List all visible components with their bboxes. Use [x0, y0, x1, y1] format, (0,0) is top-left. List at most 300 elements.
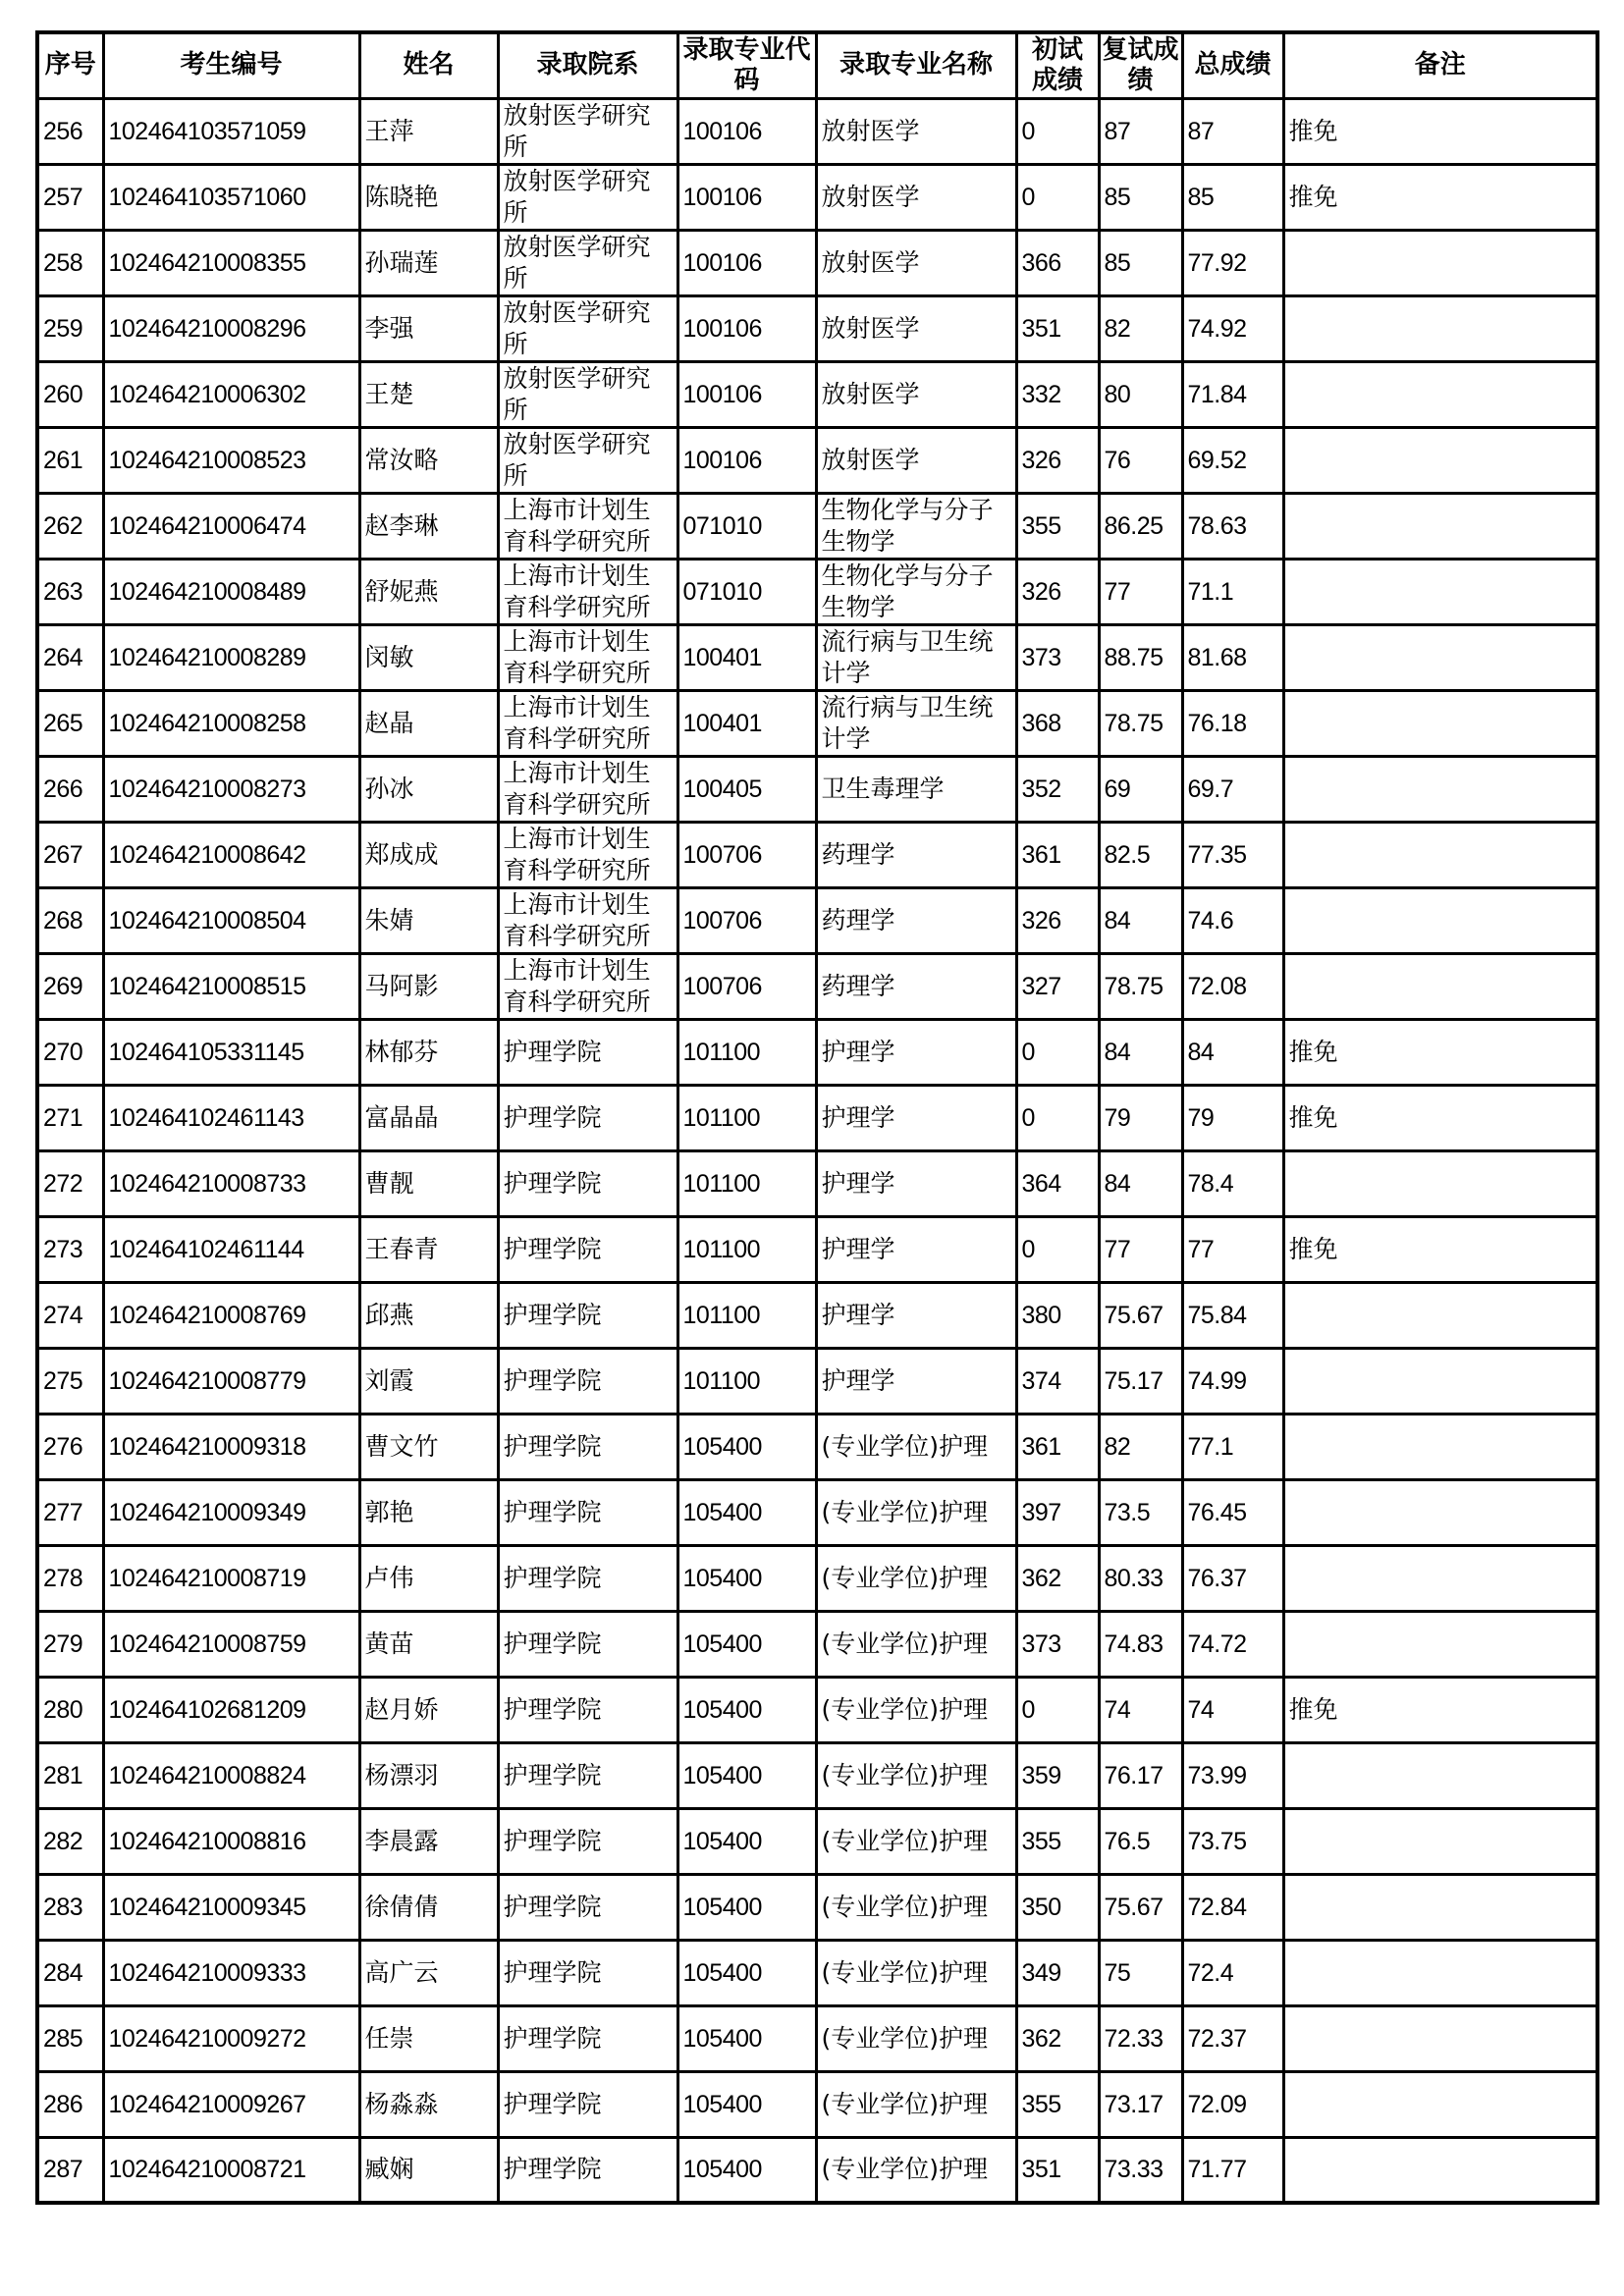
cell-department: 护理学院: [498, 1874, 677, 1940]
cell-department: 护理学院: [498, 1677, 677, 1742]
cell-remark: [1283, 1479, 1597, 1545]
cell-major-code: 071010: [677, 559, 816, 624]
cell-seq: 266: [37, 756, 103, 822]
cell-remark: 推免: [1283, 1216, 1597, 1282]
cell-seq: 274: [37, 1282, 103, 1348]
cell-total-score: 76.18: [1182, 690, 1283, 756]
cell-exam-id: 102464102681209: [103, 1677, 359, 1742]
cell-remark: [1283, 953, 1597, 1019]
cell-name: 臧娴: [359, 2137, 498, 2203]
cell-major-code: 100106: [677, 361, 816, 427]
cell-name: 孙冰: [359, 756, 498, 822]
cell-major-name: (专业学位)护理: [816, 1808, 1016, 1874]
cell-retest-score: 86.25: [1099, 493, 1182, 559]
header-total-score: 总成绩: [1182, 32, 1283, 98]
cell-name: 卢伟: [359, 1545, 498, 1611]
cell-seq: 271: [37, 1085, 103, 1150]
header-prelim-score: 初试成绩: [1016, 32, 1099, 98]
cell-major-name: 生物化学与分子生物学: [816, 493, 1016, 559]
cell-department: 护理学院: [498, 1808, 677, 1874]
table-row: [37, 887, 1597, 953]
cell-major-name: (专业学位)护理: [816, 1677, 1016, 1742]
cell-seq: 281: [37, 1742, 103, 1808]
cell-major-name: (专业学位)护理: [816, 1874, 1016, 1940]
cell-name: 赵月娇: [359, 1677, 498, 1742]
cell-major-name: 放射医学: [816, 361, 1016, 427]
cell-total-score: 76.45: [1182, 1479, 1283, 1545]
cell-prelim-score: 326: [1016, 887, 1099, 953]
cell-prelim-score: 332: [1016, 361, 1099, 427]
cell-major-name: 药理学: [816, 953, 1016, 1019]
cell-retest-score: 75.67: [1099, 1874, 1182, 1940]
cell-major-name: (专业学位)护理: [816, 1611, 1016, 1677]
cell-total-score: 74.99: [1182, 1348, 1283, 1414]
cell-prelim-score: 368: [1016, 690, 1099, 756]
table-row: [37, 295, 1597, 361]
cell-total-score: 74.92: [1182, 295, 1283, 361]
cell-total-score: 71.84: [1182, 361, 1283, 427]
cell-prelim-score: 326: [1016, 559, 1099, 624]
cell-seq: 286: [37, 2071, 103, 2137]
cell-name: 邱燕: [359, 1282, 498, 1348]
cell-seq: 272: [37, 1150, 103, 1216]
cell-department: 护理学院: [498, 2005, 677, 2071]
cell-prelim-score: 0: [1016, 1085, 1099, 1150]
cell-major-code: 100401: [677, 690, 816, 756]
cell-retest-score: 69: [1099, 756, 1182, 822]
cell-remark: [1283, 1742, 1597, 1808]
cell-major-code: 101100: [677, 1348, 816, 1414]
cell-name: 王春青: [359, 1216, 498, 1282]
cell-total-score: 72.09: [1182, 2071, 1283, 2137]
cell-major-code: 105400: [677, 1545, 816, 1611]
table-row: [37, 1216, 1597, 1282]
cell-remark: [1283, 230, 1597, 295]
cell-retest-score: 77: [1099, 1216, 1182, 1282]
cell-total-score: 87: [1182, 98, 1283, 164]
cell-total-score: 72.4: [1182, 1940, 1283, 2005]
cell-prelim-score: 361: [1016, 822, 1099, 887]
cell-seq: 284: [37, 1940, 103, 2005]
table-row: [37, 493, 1597, 559]
cell-remark: [1283, 822, 1597, 887]
cell-exam-id: 102464210008733: [103, 1150, 359, 1216]
table-row: [37, 164, 1597, 230]
cell-major-name: (专业学位)护理: [816, 1414, 1016, 1479]
cell-exam-id: 102464210009333: [103, 1940, 359, 2005]
cell-remark: 推免: [1283, 1019, 1597, 1085]
cell-prelim-score: 0: [1016, 1019, 1099, 1085]
cell-exam-id: 102464210008504: [103, 887, 359, 953]
cell-total-score: 71.1: [1182, 559, 1283, 624]
cell-name: 陈晓艳: [359, 164, 498, 230]
cell-total-score: 73.75: [1182, 1808, 1283, 1874]
cell-exam-id: 102464210008273: [103, 756, 359, 822]
cell-name: 林郁芬: [359, 1019, 498, 1085]
table-row: [37, 756, 1597, 822]
cell-retest-score: 75.17: [1099, 1348, 1182, 1414]
header-exam-id: 考生编号: [103, 32, 359, 98]
cell-remark: 推免: [1283, 1085, 1597, 1150]
cell-total-score: 77.92: [1182, 230, 1283, 295]
cell-department: 上海市计划生育科学研究所: [498, 624, 677, 690]
cell-exam-id: 102464210008489: [103, 559, 359, 624]
cell-seq: 285: [37, 2005, 103, 2071]
cell-name: 黄苗: [359, 1611, 498, 1677]
cell-prelim-score: 397: [1016, 1479, 1099, 1545]
cell-seq: 273: [37, 1216, 103, 1282]
cell-major-code: 105400: [677, 1874, 816, 1940]
header-major-name: 录取专业名称: [816, 32, 1016, 98]
cell-total-score: 74.72: [1182, 1611, 1283, 1677]
cell-department: 放射医学研究所: [498, 295, 677, 361]
cell-retest-score: 85: [1099, 230, 1182, 295]
cell-major-name: 护理学: [816, 1216, 1016, 1282]
cell-name: 李强: [359, 295, 498, 361]
cell-retest-score: 87: [1099, 98, 1182, 164]
cell-prelim-score: 349: [1016, 1940, 1099, 2005]
cell-major-name: 护理学: [816, 1019, 1016, 1085]
cell-retest-score: 84: [1099, 887, 1182, 953]
cell-department: 放射医学研究所: [498, 164, 677, 230]
cell-name: 杨淼淼: [359, 2071, 498, 2137]
table-row: [37, 361, 1597, 427]
cell-total-score: 85: [1182, 164, 1283, 230]
cell-department: 护理学院: [498, 1216, 677, 1282]
cell-major-code: 105400: [677, 2005, 816, 2071]
cell-seq: 268: [37, 887, 103, 953]
cell-exam-id: 102464210008355: [103, 230, 359, 295]
cell-prelim-score: 355: [1016, 493, 1099, 559]
cell-seq: 287: [37, 2137, 103, 2203]
cell-exam-id: 102464210008759: [103, 1611, 359, 1677]
cell-remark: [1283, 1348, 1597, 1414]
cell-seq: 258: [37, 230, 103, 295]
cell-name: 舒妮燕: [359, 559, 498, 624]
cell-major-name: (专业学位)护理: [816, 1545, 1016, 1611]
cell-exam-id: 102464210008816: [103, 1808, 359, 1874]
cell-total-score: 77: [1182, 1216, 1283, 1282]
cell-seq: 283: [37, 1874, 103, 1940]
cell-major-code: 100706: [677, 953, 816, 1019]
table-row: [37, 1677, 1597, 1742]
cell-name: 马阿影: [359, 953, 498, 1019]
cell-major-name: 护理学: [816, 1150, 1016, 1216]
cell-retest-score: 77: [1099, 559, 1182, 624]
cell-total-score: 69.52: [1182, 427, 1283, 493]
cell-exam-id: 102464210006302: [103, 361, 359, 427]
cell-retest-score: 75: [1099, 1940, 1182, 2005]
cell-seq: 280: [37, 1677, 103, 1742]
cell-retest-score: 74.83: [1099, 1611, 1182, 1677]
cell-seq: 260: [37, 361, 103, 427]
cell-prelim-score: 327: [1016, 953, 1099, 1019]
cell-name: 刘霞: [359, 1348, 498, 1414]
cell-department: 上海市计划生育科学研究所: [498, 559, 677, 624]
cell-major-code: 100106: [677, 427, 816, 493]
cell-major-code: 101100: [677, 1019, 816, 1085]
table-row: [37, 230, 1597, 295]
cell-department: 上海市计划生育科学研究所: [498, 887, 677, 953]
cell-major-code: 105400: [677, 1611, 816, 1677]
cell-major-code: 105400: [677, 1940, 816, 2005]
cell-exam-id: 102464210009345: [103, 1874, 359, 1940]
cell-major-name: 卫生毒理学: [816, 756, 1016, 822]
cell-major-name: 放射医学: [816, 164, 1016, 230]
cell-remark: 推免: [1283, 98, 1597, 164]
cell-retest-score: 80: [1099, 361, 1182, 427]
cell-prelim-score: 359: [1016, 1742, 1099, 1808]
cell-major-name: 放射医学: [816, 230, 1016, 295]
cell-remark: [1283, 1940, 1597, 2005]
cell-major-code: 100106: [677, 295, 816, 361]
cell-seq: 277: [37, 1479, 103, 1545]
cell-exam-id: 102464210008824: [103, 1742, 359, 1808]
table-row: [37, 953, 1597, 1019]
cell-retest-score: 74: [1099, 1677, 1182, 1742]
cell-prelim-score: 0: [1016, 1677, 1099, 1742]
cell-major-name: 护理学: [816, 1348, 1016, 1414]
cell-seq: 275: [37, 1348, 103, 1414]
table-row: [37, 1479, 1597, 1545]
cell-major-code: 071010: [677, 493, 816, 559]
cell-seq: 264: [37, 624, 103, 690]
cell-retest-score: 78.75: [1099, 953, 1182, 1019]
cell-retest-score: 75.67: [1099, 1282, 1182, 1348]
cell-major-name: 药理学: [816, 887, 1016, 953]
cell-seq: 257: [37, 164, 103, 230]
cell-seq: 267: [37, 822, 103, 887]
table-row: [37, 2137, 1597, 2203]
cell-remark: [1283, 887, 1597, 953]
cell-remark: [1283, 624, 1597, 690]
cell-retest-score: 82.5: [1099, 822, 1182, 887]
cell-retest-score: 76.5: [1099, 1808, 1182, 1874]
cell-total-score: 75.84: [1182, 1282, 1283, 1348]
cell-exam-id: 102464210008296: [103, 295, 359, 361]
cell-total-score: 74: [1182, 1677, 1283, 1742]
table-row: [37, 1282, 1597, 1348]
cell-department: 上海市计划生育科学研究所: [498, 493, 677, 559]
cell-major-code: 100106: [677, 230, 816, 295]
cell-department: 护理学院: [498, 1940, 677, 2005]
cell-exam-id: 102464210008523: [103, 427, 359, 493]
cell-major-name: 流行病与卫生统计学: [816, 690, 1016, 756]
cell-remark: [1283, 1611, 1597, 1677]
cell-major-code: 100405: [677, 756, 816, 822]
cell-major-code: 105400: [677, 1414, 816, 1479]
cell-name: 徐倩倩: [359, 1874, 498, 1940]
cell-name: 王萍: [359, 98, 498, 164]
cell-name: 王楚: [359, 361, 498, 427]
cell-retest-score: 82: [1099, 1414, 1182, 1479]
cell-department: 护理学院: [498, 2071, 677, 2137]
cell-name: 任崇: [359, 2005, 498, 2071]
cell-seq: 269: [37, 953, 103, 1019]
cell-prelim-score: 380: [1016, 1282, 1099, 1348]
cell-exam-id: 102464210009272: [103, 2005, 359, 2071]
header-retest-score: 复试成绩: [1099, 32, 1182, 98]
cell-prelim-score: 362: [1016, 1545, 1099, 1611]
cell-prelim-score: 355: [1016, 2071, 1099, 2137]
cell-total-score: 76.37: [1182, 1545, 1283, 1611]
cell-department: 放射医学研究所: [498, 98, 677, 164]
cell-department: 护理学院: [498, 1545, 677, 1611]
cell-name: 杨漂羽: [359, 1742, 498, 1808]
cell-major-code: 101100: [677, 1216, 816, 1282]
cell-name: 郭艳: [359, 1479, 498, 1545]
cell-major-name: (专业学位)护理: [816, 1479, 1016, 1545]
cell-major-code: 105400: [677, 1808, 816, 1874]
cell-department: 护理学院: [498, 2137, 677, 2203]
cell-total-score: 72.08: [1182, 953, 1283, 1019]
cell-name: 李晨露: [359, 1808, 498, 1874]
header-seq: 序号: [37, 32, 103, 98]
table-row: [37, 98, 1597, 164]
cell-remark: 推免: [1283, 1677, 1597, 1742]
table-row: [37, 1611, 1597, 1677]
cell-retest-score: 84: [1099, 1150, 1182, 1216]
cell-total-score: 69.7: [1182, 756, 1283, 822]
cell-department: 护理学院: [498, 1479, 677, 1545]
table-row: [37, 1348, 1597, 1414]
cell-name: 曹文竹: [359, 1414, 498, 1479]
header-remark: 备注: [1283, 32, 1597, 98]
cell-prelim-score: 0: [1016, 98, 1099, 164]
header-department: 录取院系: [498, 32, 677, 98]
table-row: [37, 559, 1597, 624]
cell-prelim-score: 374: [1016, 1348, 1099, 1414]
cell-seq: 282: [37, 1808, 103, 1874]
cell-total-score: 78.4: [1182, 1150, 1283, 1216]
cell-major-code: 100706: [677, 822, 816, 887]
cell-remark: 推免: [1283, 164, 1597, 230]
cell-major-name: (专业学位)护理: [816, 1940, 1016, 2005]
cell-exam-id: 102464210008515: [103, 953, 359, 1019]
cell-major-name: (专业学位)护理: [816, 2005, 1016, 2071]
cell-major-code: 101100: [677, 1085, 816, 1150]
cell-exam-id: 102464210008769: [103, 1282, 359, 1348]
cell-department: 上海市计划生育科学研究所: [498, 690, 677, 756]
cell-remark: [1283, 1545, 1597, 1611]
cell-major-code: 100106: [677, 164, 816, 230]
cell-remark: [1283, 1150, 1597, 1216]
cell-prelim-score: 352: [1016, 756, 1099, 822]
cell-total-score: 72.37: [1182, 2005, 1283, 2071]
cell-total-score: 84: [1182, 1019, 1283, 1085]
cell-seq: 278: [37, 1545, 103, 1611]
cell-total-score: 79: [1182, 1085, 1283, 1150]
cell-retest-score: 78.75: [1099, 690, 1182, 756]
cell-department: 护理学院: [498, 1742, 677, 1808]
cell-remark: [1283, 756, 1597, 822]
cell-retest-score: 80.33: [1099, 1545, 1182, 1611]
cell-seq: 270: [37, 1019, 103, 1085]
cell-remark: [1283, 2071, 1597, 2137]
cell-major-name: (专业学位)护理: [816, 2071, 1016, 2137]
cell-name: 赵晶: [359, 690, 498, 756]
cell-retest-score: 82: [1099, 295, 1182, 361]
cell-department: 护理学院: [498, 1282, 677, 1348]
cell-name: 孙瑞莲: [359, 230, 498, 295]
cell-remark: [1283, 690, 1597, 756]
cell-seq: 265: [37, 690, 103, 756]
table-row: [37, 1808, 1597, 1874]
cell-prelim-score: 366: [1016, 230, 1099, 295]
cell-prelim-score: 364: [1016, 1150, 1099, 1216]
cell-major-name: (专业学位)护理: [816, 2137, 1016, 2203]
cell-remark: [1283, 1874, 1597, 1940]
cell-remark: [1283, 2005, 1597, 2071]
cell-department: 放射医学研究所: [498, 361, 677, 427]
cell-prelim-score: 326: [1016, 427, 1099, 493]
cell-seq: 256: [37, 98, 103, 164]
cell-retest-score: 88.75: [1099, 624, 1182, 690]
cell-exam-id: 102464210008289: [103, 624, 359, 690]
cell-name: 富晶晶: [359, 1085, 498, 1150]
cell-exam-id: 102464210008642: [103, 822, 359, 887]
table-row: [37, 1545, 1597, 1611]
cell-retest-score: 73.17: [1099, 2071, 1182, 2137]
cell-prelim-score: 355: [1016, 1808, 1099, 1874]
cell-exam-id: 102464103571059: [103, 98, 359, 164]
cell-department: 护理学院: [498, 1085, 677, 1150]
cell-remark: [1283, 295, 1597, 361]
cell-department: 放射医学研究所: [498, 230, 677, 295]
cell-prelim-score: 362: [1016, 2005, 1099, 2071]
table-row: [37, 427, 1597, 493]
cell-prelim-score: 351: [1016, 295, 1099, 361]
cell-major-code: 100106: [677, 98, 816, 164]
cell-name: 闵敏: [359, 624, 498, 690]
cell-major-name: 放射医学: [816, 427, 1016, 493]
cell-remark: [1283, 1808, 1597, 1874]
cell-exam-id: 102464210008258: [103, 690, 359, 756]
cell-retest-score: 79: [1099, 1085, 1182, 1150]
cell-remark: [1283, 1414, 1597, 1479]
cell-total-score: 73.99: [1182, 1742, 1283, 1808]
cell-retest-score: 76.17: [1099, 1742, 1182, 1808]
header-major-code: 录取专业代码: [677, 32, 816, 98]
cell-seq: 276: [37, 1414, 103, 1479]
cell-retest-score: 73.5: [1099, 1479, 1182, 1545]
cell-major-code: 100401: [677, 624, 816, 690]
cell-exam-id: 102464105331145: [103, 1019, 359, 1085]
cell-major-name: 流行病与卫生统计学: [816, 624, 1016, 690]
cell-retest-score: 85: [1099, 164, 1182, 230]
cell-retest-score: 73.33: [1099, 2137, 1182, 2203]
cell-prelim-score: 0: [1016, 1216, 1099, 1282]
cell-major-code: 101100: [677, 1282, 816, 1348]
cell-exam-id: 102464102461144: [103, 1216, 359, 1282]
cell-remark: [1283, 427, 1597, 493]
table-row: [37, 690, 1597, 756]
cell-exam-id: 102464210008721: [103, 2137, 359, 2203]
cell-major-name: 护理学: [816, 1282, 1016, 1348]
cell-major-name: 护理学: [816, 1085, 1016, 1150]
cell-total-score: 74.6: [1182, 887, 1283, 953]
cell-prelim-score: 373: [1016, 1611, 1099, 1677]
cell-department: 上海市计划生育科学研究所: [498, 822, 677, 887]
cell-remark: [1283, 1282, 1597, 1348]
cell-department: 上海市计划生育科学研究所: [498, 756, 677, 822]
cell-remark: [1283, 2137, 1597, 2203]
cell-exam-id: 102464210009267: [103, 2071, 359, 2137]
cell-exam-id: 102464210006474: [103, 493, 359, 559]
cell-prelim-score: 373: [1016, 624, 1099, 690]
cell-department: 护理学院: [498, 1019, 677, 1085]
cell-department: 护理学院: [498, 1414, 677, 1479]
